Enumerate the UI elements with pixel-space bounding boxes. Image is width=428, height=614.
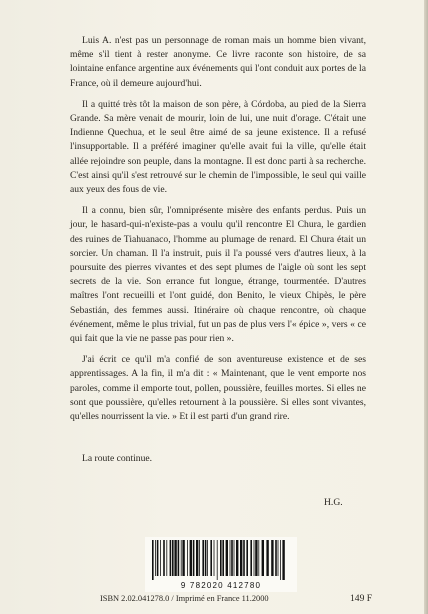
isbn-line: ISBN 2.02.041278.0 / Imprimé en France 11.2000 <box>100 594 269 603</box>
barcode <box>145 537 297 592</box>
paragraph-2: Il a quitté très tôt la maison de son père, à Córdoba, au pied de la Sierra Grande. Sa mère venait de mourir, loin de lui, une nuit d'orage. C'était une Indienne Quechua, et le seul être aimé de sa jeune existence. Il a refusé l'insupportable. Il a préféré imaginer qu'elle avait fui la ville, qu'elle était allée rejoindre son peuple, dans la montagne. Il est donc parti à sa recherche. C'est ainsi qu'il s'est retrouvé sur le chemin de l'impossible, le seul qui vaille aux yeux des fous de vie. <box>70 98 366 196</box>
barcode-number: 9 782020 412780 <box>180 581 262 590</box>
price-label: 149 F <box>350 593 373 604</box>
paragraph-3: Il a connu, bien sûr, l'omniprésente misère des enfants perdus. Puis un jour, le hasard-qui-n'existe-pas a voulu qu'il rencontre El Chura, le gardien des ruines de Tiahuanaco, l'homme au plumage de renard. El Chura était un sorcier. Un chaman. Il l'a instruit, puis il l'a poussé vers d'autres lieux, à la poursuite des pierres vivantes et des sept plumes de l'aigle où sont les sept secrets de la vie. Son errance fut longue, étrange, tourmentée. D'autres maîtres l'ont recueilli et l'ont guidé, don Benito, le vieux Chipès, le père Sebastián, des femmes aussi. Itinéraire où chaque rencontre, où chaque événement, même le plus trivial, fut un pas de plus vers l'« épice », vers « ce qui fait que la vie ne passe pas pour rien ». <box>70 205 366 345</box>
barcode-bars-icon <box>148 540 288 580</box>
paragraph-1: Luis A. n'est pas un personnage de roman mais un homme bien vivant, même s'il tient à rester anonyme. Ce livre raconte son histoire, de sa lointaine enfance argentine aux événements qui l'ont conduit aux portes de la France, où il demeure aujourd'hui. <box>70 35 366 89</box>
page-edge <box>424 0 428 614</box>
signature-initials: H.G. <box>324 497 343 508</box>
paragraph-4: J'ai écrit ce qu'il m'a confié de son aventureuse existence et de ses apprentissages. A la fin, il m'a dit : « Maintenant, que le vent emporte nos paroles, comme il emporte tout, pollen, poussière, feuilles mortes. Si elles ne sont que poussière, qu'elles retournent à la poussière. Si elles sont vivantes, qu'elles nourrissent la vie. » Et il est parti d'un grand rire. <box>70 354 366 423</box>
closing-line: La route continue. <box>82 453 153 464</box>
blurb-text <box>70 34 366 431</box>
